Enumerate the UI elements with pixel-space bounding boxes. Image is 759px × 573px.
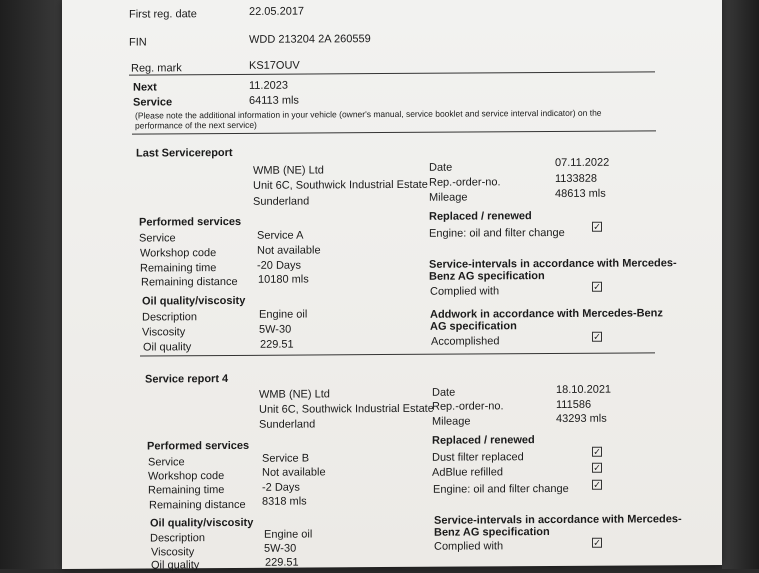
last-replaced-heading: Replaced / renewed [429, 210, 532, 223]
next-service-mileage: 64113 mls [249, 94, 299, 107]
desk-left-edge [0, 0, 62, 569]
last-mileage-label: Mileage [429, 191, 468, 204]
report4-date-label: Date [432, 386, 456, 399]
last-workshop-value: Not available [257, 244, 321, 257]
first-reg-value: 22.05.2017 [249, 5, 305, 18]
last-order-value: 1133828 [555, 172, 598, 185]
report4-viscosity-value: 5W-30 [264, 542, 297, 555]
report4-replaced-item-2: AdBlue refilled [432, 466, 503, 479]
report4-replaced-item-1: Dust filter replaced [432, 451, 524, 464]
last-addwork-value: Accomplished [431, 335, 500, 348]
checkbox-checked-icon: ✓ [593, 221, 601, 232]
last-dealer-name: WMB (NE) Ltd [253, 164, 324, 177]
next-service-note-1: (Please note the additional information in your vehicle (owner's manual, service booklet and service interval indicator) on the [135, 107, 602, 121]
fin-label: FIN [129, 36, 147, 49]
report4-dealer-address: Unit 6C, Southwick Industrial Estate [259, 402, 434, 416]
report4-description-label: Description [150, 532, 206, 545]
report4-intervals-heading-2: Benz AG specification [434, 526, 550, 539]
divider [140, 352, 655, 356]
report4-order-label: Rep.-order-no. [432, 400, 504, 413]
last-viscosity-value: 5W-30 [259, 323, 292, 336]
report4-service-value: Service B [262, 452, 310, 465]
last-service-value: Service A [257, 229, 304, 242]
report4-dealer-name: WMB (NE) Ltd [259, 388, 330, 401]
last-replaced-item-1: Engine: oil and filter change [429, 226, 565, 240]
last-mileage-value: 48613 mls [555, 187, 606, 200]
checkbox-checked-icon: ✓ [593, 462, 601, 473]
report4-mileage-label: Mileage [432, 415, 471, 428]
last-workshop-label: Workshop code [140, 247, 217, 260]
last-date-label: Date [429, 161, 453, 174]
last-report-heading: Last Servicereport [136, 146, 233, 160]
report4-description-value: Engine oil [264, 528, 313, 541]
last-addwork-heading-1: Addwork in accordance with Mercedes-Benz [430, 307, 663, 321]
report4-intervals-heading-1: Service-intervals in accordance with Mercedes- [434, 513, 682, 527]
last-performed-heading: Performed services [139, 215, 242, 229]
divider [132, 130, 656, 134]
last-dealer-city: Sunderland [253, 195, 310, 208]
checkbox-checked-icon: ✓ [593, 331, 601, 342]
last-oil-quality-value: 229.51 [260, 338, 294, 351]
report4-dealer-city: Sunderland [259, 418, 316, 431]
last-intervals-heading-2: Benz AG specification [429, 270, 545, 283]
last-oil-quality-label: Oil quality [143, 341, 192, 354]
report4-heading: Service report 4 [145, 372, 229, 386]
last-oil-heading: Oil quality/viscosity [142, 294, 246, 308]
report4-intervals-value: Complied with [434, 540, 504, 553]
report4-workshop-value: Not available [262, 466, 326, 479]
last-remaining-distance-value: 10180 mls [258, 273, 309, 286]
divider [129, 71, 655, 75]
last-description-value: Engine oil [259, 308, 308, 321]
report4-oil-quality-value: 229.51 [265, 556, 299, 569]
last-service-label: Service [139, 232, 176, 245]
last-intervals-heading-1: Service-intervals in accordance with Mercedes- [429, 257, 677, 271]
last-intervals-value: Complied with [430, 285, 500, 298]
report4-replaced-heading: Replaced / renewed [432, 434, 535, 447]
last-viscosity-label: Viscosity [142, 326, 186, 339]
last-remaining-time-value: -20 Days [257, 259, 302, 272]
report4-date-value: 18.10.2021 [556, 383, 612, 396]
report4-mileage-value: 43293 mls [556, 412, 607, 425]
report4-performed-heading: Performed services [147, 439, 250, 453]
report4-oil-heading: Oil quality/viscosity [150, 516, 254, 530]
reg-mark-value: KS17OUV [249, 59, 300, 72]
next-service-label-2: Service [133, 96, 173, 109]
fin-value: WDD 213204 2A 260559 [249, 33, 371, 46]
report4-oil-quality-label: Oil quality [151, 559, 200, 572]
last-order-label: Rep.-order-no. [429, 176, 501, 189]
report4-remaining-time-value: -2 Days [262, 481, 300, 494]
checkbox-checked-icon: ✓ [593, 537, 601, 548]
report4-workshop-label: Workshop code [148, 470, 225, 483]
desk-right-edge [722, 0, 759, 569]
report4-remaining-distance-label: Remaining distance [149, 498, 246, 512]
last-date-value: 07.11.2022 [555, 156, 610, 169]
report4-service-label: Service [148, 456, 185, 469]
reg-mark-label: Reg. mark [131, 62, 182, 75]
next-service-label-1: Next [133, 81, 157, 94]
next-service-date: 11.2023 [249, 79, 288, 92]
report4-remaining-distance-value: 8318 mls [262, 495, 307, 508]
first-reg-label: First reg. date [129, 8, 197, 21]
report4-replaced-item-3: Engine: oil and filter change [433, 482, 569, 496]
last-remaining-time-label: Remaining time [140, 262, 217, 275]
checkbox-checked-icon: ✓ [593, 446, 601, 457]
checkbox-checked-icon: ✓ [593, 281, 601, 292]
last-dealer-address: Unit 6C, Southwick Industrial Estate [253, 178, 428, 192]
report4-order-value: 111586 [556, 398, 592, 411]
last-description-label: Description [142, 311, 198, 324]
next-service-note-2: performance of the next service) [135, 119, 257, 131]
service-document [62, 0, 722, 572]
checkbox-checked-icon: ✓ [593, 479, 601, 490]
report4-viscosity-label: Viscosity [151, 546, 195, 559]
report4-remaining-time-label: Remaining time [148, 484, 225, 497]
last-remaining-distance-label: Remaining distance [141, 275, 238, 289]
last-addwork-heading-2: AG specification [430, 320, 517, 333]
